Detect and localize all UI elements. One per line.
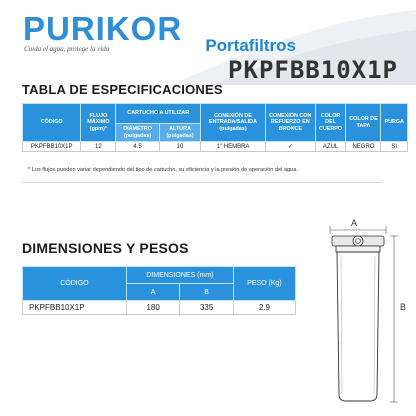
cell-purga: SI: [381, 142, 408, 152]
cell-altura: 10: [159, 142, 200, 152]
dim-col-a: A: [126, 284, 180, 301]
col-color-tapa: COLOR DE TAPA: [346, 104, 381, 142]
cell-conexion: 1" HEMBRA: [201, 142, 266, 152]
dimension-label-b: B: [400, 302, 407, 312]
col-flujo: FLUJO MÁXIMO (gpm)*: [81, 104, 116, 142]
cell-codigo: PKPFBB10X1P: [23, 142, 81, 152]
dim-col-dimensiones: DIMENSIONES (mm): [126, 267, 233, 284]
col-conexion: CONEXIÓN DE ENTRADA/SALIDA (pulgadas): [201, 104, 266, 142]
cell-flujo: 12: [81, 142, 116, 152]
dim-cell-codigo: PKPFBB10X1P: [23, 301, 127, 315]
dim-cell-a: 180: [126, 301, 180, 315]
cell-color-tapa: NEGRO: [346, 142, 381, 152]
brand-logo: PURIKOR: [23, 10, 183, 47]
product-category-title: Portafiltros: [205, 36, 296, 55]
brand-tagline: Cuida el agua, protege la vida: [24, 45, 110, 53]
col-cartucho: CARTUCHO A UTILIZAR: [116, 104, 201, 124]
table-row: [23, 301, 296, 315]
cell-refuerzo: ✓: [265, 142, 315, 152]
col-codigo: CÓDIGO: [23, 104, 81, 142]
cell-color-cuerpo: AZUL: [315, 142, 346, 152]
dim-col-b: B: [180, 284, 234, 301]
dimensions-section-title: DIMENSIONES Y PESOS: [22, 240, 189, 256]
dim-cell-b: 335: [180, 301, 234, 315]
col-purga: PURGA: [381, 104, 408, 142]
dim-col-peso: PESO (Kg): [233, 267, 295, 301]
dim-cell-peso: 2.9: [233, 301, 295, 315]
col-color-cuerpo: COLOR DEL CUERPO: [315, 104, 346, 142]
dimension-label-a: A: [351, 218, 358, 228]
cell-diametro: 4.5: [116, 142, 159, 152]
col-diametro: DIÁMETRO (pulgadas): [116, 124, 159, 142]
dim-col-codigo: CÓDIGO: [23, 267, 127, 301]
product-model-title: PKPFBB10X1P: [228, 56, 398, 84]
filter-housing-drawing: [328, 216, 408, 406]
specs-table: [22, 103, 408, 152]
specs-footnote: * Los flujos pueden variar dependiendo del tipo de cartucho, su eficiencia y la presión de operación del agua.: [28, 167, 298, 173]
table-row: [23, 142, 408, 152]
divider: [22, 182, 382, 183]
dimensions-table: [22, 266, 296, 315]
col-refuerzo: CONEXIÓN CON REFUERZO EN BRONCE: [265, 104, 315, 142]
specs-section-title: TABLA DE ESPECIFICACIONES: [22, 82, 223, 97]
col-altura: ALTURA (pulgadas): [159, 124, 200, 142]
